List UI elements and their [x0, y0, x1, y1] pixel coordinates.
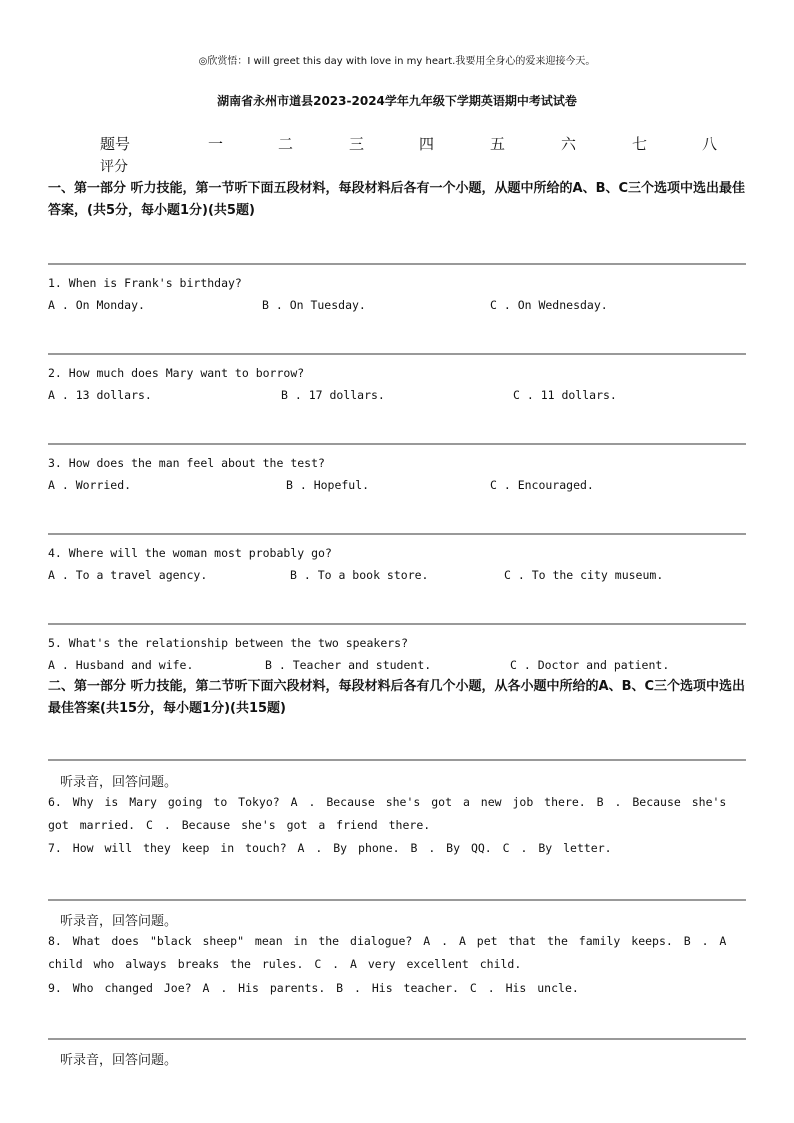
score-column-7: 七: [632, 135, 648, 153]
score-column-4: 四: [419, 135, 435, 153]
divider: [48, 623, 746, 625]
divider: [48, 899, 746, 901]
question-5-option-c: C . Doctor and patient.: [510, 658, 670, 672]
score-column-3: 三: [349, 135, 365, 153]
question-6: 6. Why is Mary going to Tokyo? A . Because she's got a new job there. B . Because she's got married. C . Because she's got a friend there.: [48, 795, 727, 832]
motto-line: ◎欣赏悟：I will greet this day with love in my heart.我要用全身心的爱来迎接今天。: [198, 56, 596, 67]
divider: [48, 759, 746, 761]
question-5-option-b: B . Teacher and student.: [265, 658, 432, 672]
question-2-option-c: C . 11 dollars.: [513, 388, 617, 402]
listen-instruction: 听录音，回答问题。: [60, 914, 178, 929]
score-column-2: 二: [278, 135, 294, 153]
score-column-1: 一: [208, 135, 224, 153]
question-5-option-a: A . Husband and wife.: [48, 658, 194, 672]
question-1-option-b: B . On Tuesday.: [262, 298, 366, 312]
divider: [48, 263, 746, 265]
question-1-stem: 1. When is Frank's birthday?: [48, 276, 242, 290]
question-2-stem: 2. How much does Mary want to borrow?: [48, 366, 305, 380]
score-label-number: 题号: [100, 135, 131, 153]
score-column-6: 六: [561, 135, 577, 153]
question-3-stem: 3. How does the man feel about the test?: [48, 456, 325, 470]
section1-heading: 一、第一部分 听力技能，第一节听下面五段材料，每段材料后各有一个小题，从题中所给的A、B、C三个选项中选出最佳答案，(共5分，每小题1分)(共5题): [48, 181, 746, 218]
divider: [48, 533, 746, 535]
question-5-stem: 5. What's the relationship between the two speakers?: [48, 636, 409, 650]
question-4-option-a: A . To a travel agency.: [48, 568, 208, 582]
question-2-option-a: A . 13 dollars.: [48, 388, 152, 402]
score-label-score: 评分: [100, 159, 128, 175]
question-4-option-b: B . To a book store.: [290, 568, 429, 582]
listen-instruction: 听录音，回答问题。: [60, 1053, 178, 1068]
divider: [48, 1038, 746, 1040]
question-1-option-c: C . On Wednesday.: [490, 298, 608, 312]
question-4-stem: 4. Where will the woman most probably go?: [48, 546, 332, 560]
question-9: 9. Who changed Joe? A . His parents. B . His teacher. C . His uncle.: [48, 981, 579, 995]
question-3-option-c: C . Encouraged.: [490, 478, 594, 492]
question-1-option-a: A . On Monday.: [48, 298, 145, 312]
question-2-option-b: B . 17 dollars.: [281, 388, 385, 402]
question-3-option-b: B . Hopeful.: [286, 478, 370, 492]
score-table-header-row: [0, 133, 794, 155]
listen-instruction: 听录音，回答问题。: [60, 775, 178, 790]
section2-heading: 二、第一部分 听力技能，第二节听下面六段材料，每段材料后各有几个小题，从各小题中所给的A、B、C三个选项中选出最佳答案(共15分，每小题1分)(共15题): [48, 679, 746, 716]
divider: [48, 353, 746, 355]
score-column-8: 八: [702, 135, 718, 153]
question-8: 8. What does "black sheep" mean in the dialogue? A . A pet that the family keeps. B . A child who always breaks the rules. C . A very excellent child.: [48, 934, 727, 971]
page-title: 湖南省永州市道县2023-2024学年九年级下学期英语期中考试试卷: [217, 94, 577, 108]
question-3-option-a: A . Worried.: [48, 478, 132, 492]
score-column-5: 五: [490, 135, 506, 153]
divider: [48, 443, 746, 445]
question-7: 7. How will they keep in touch? A . By phone. B . By QQ. C . By letter.: [48, 841, 612, 855]
question-4-option-c: C . To the city museum.: [504, 568, 664, 582]
